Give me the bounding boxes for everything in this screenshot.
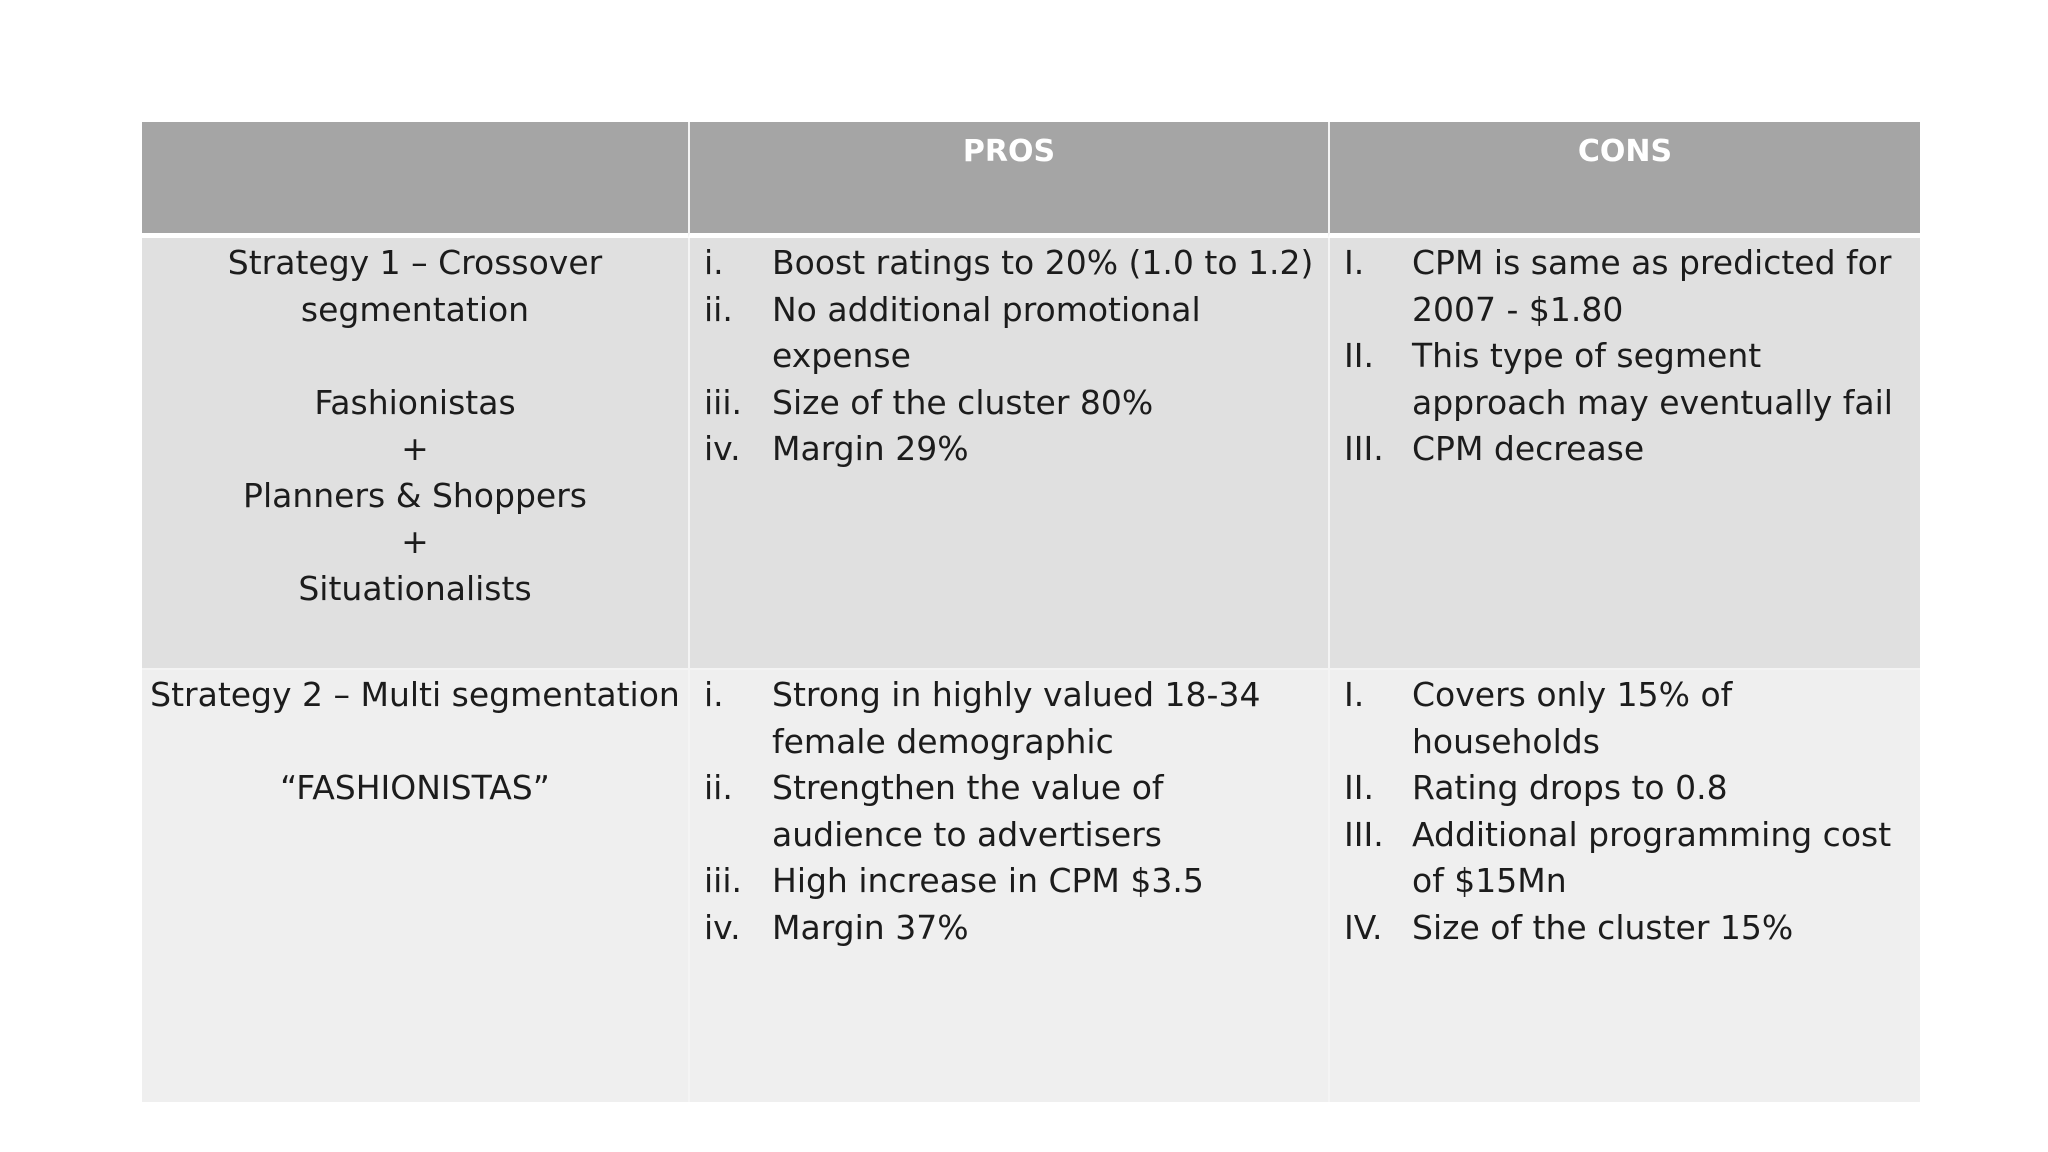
cons-cell [1328, 238, 1920, 670]
list-marker: II. [1344, 336, 1374, 375]
strategy-label-cell [142, 238, 688, 670]
list-marker: I. [1344, 675, 1365, 714]
strategy-label-line: Fashionistas [314, 382, 516, 422]
strategy-label-line: + [401, 429, 429, 468]
list-item [704, 380, 1318, 427]
list-item [1344, 240, 1910, 333]
list-item [704, 672, 1318, 765]
header-cell-cons: CONS [1328, 122, 1920, 238]
list-item [704, 287, 1318, 380]
strategy-label-line: Situationalists [298, 568, 532, 608]
list-item [1344, 672, 1910, 765]
header-cell-pros: PROS [688, 122, 1328, 238]
strategy-label-line: Planners & Shoppers [243, 475, 587, 515]
strategy-label-line: Strategy 2 – Multi segmentation [150, 675, 680, 714]
list-marker: iii. [704, 382, 742, 422]
list-item [1344, 812, 1910, 905]
list-text: Boost ratings to 20% (1.0 to 1.2) [772, 243, 1314, 282]
header-cell-blank [142, 122, 688, 238]
list-item [704, 765, 1318, 858]
list-text: Rating drops to 0.8 [1412, 768, 1728, 807]
pros-cell [688, 238, 1328, 670]
list-text: Additional programming cost of $15Mn [1412, 814, 1892, 900]
list-marker: III. [1344, 814, 1384, 854]
list-marker: ii. [704, 768, 733, 807]
list-item [1344, 333, 1910, 426]
list-marker: i. [704, 675, 724, 714]
list-text: Margin 37% [772, 907, 969, 947]
list-marker: III. [1344, 429, 1384, 468]
strategy-label-line [150, 719, 680, 766]
list-item [704, 240, 1318, 287]
list-marker: I. [1344, 243, 1365, 282]
list-item [704, 858, 1318, 905]
list-marker: i. [704, 243, 724, 282]
list-text: Size of the cluster 80% [772, 382, 1154, 422]
strategy-label-line: Strategy 1 – Crossover [227, 243, 603, 282]
strategy-label-line: + [401, 522, 429, 561]
list-text: Size of the cluster 15% [1412, 907, 1794, 947]
list-marker: IV. [1344, 907, 1383, 947]
pros-cell [688, 670, 1328, 1102]
strategy-label-cell [142, 670, 688, 1102]
list-text: Strong in highly valued 18-34 female demographic [772, 675, 1261, 761]
list-text: No additional promotional expense [772, 289, 1201, 375]
strategy-label-line: “FASHIONISTAS” [280, 768, 550, 807]
list-marker: iv. [704, 907, 741, 947]
list-item [704, 905, 1318, 952]
list-text: Covers only 15% of households [1412, 675, 1733, 761]
list-marker: iii. [704, 861, 742, 900]
list-text: CPM decrease [1412, 429, 1645, 468]
list-text: Strengthen the value of audience to advertisers [772, 768, 1164, 854]
list-marker: II. [1344, 768, 1374, 807]
strategy-label-line [150, 333, 680, 380]
strategy-label-line: segmentation [300, 289, 530, 329]
list-text: This type of segment approach may eventually fail [1412, 336, 1893, 422]
list-text: High increase in CPM $3.5 [772, 861, 1204, 900]
list-item [1344, 765, 1910, 812]
list-item [1344, 905, 1910, 952]
list-item [1344, 426, 1910, 473]
list-item [704, 426, 1318, 473]
list-text: CPM is same as predicted for 2007 - $1.80 [1412, 243, 1892, 329]
strategy-comparison-table [142, 122, 1920, 1102]
list-text: Margin 29% [772, 429, 969, 468]
list-marker: iv. [704, 429, 741, 468]
list-marker: ii. [704, 289, 733, 329]
cons-cell [1328, 670, 1920, 1102]
